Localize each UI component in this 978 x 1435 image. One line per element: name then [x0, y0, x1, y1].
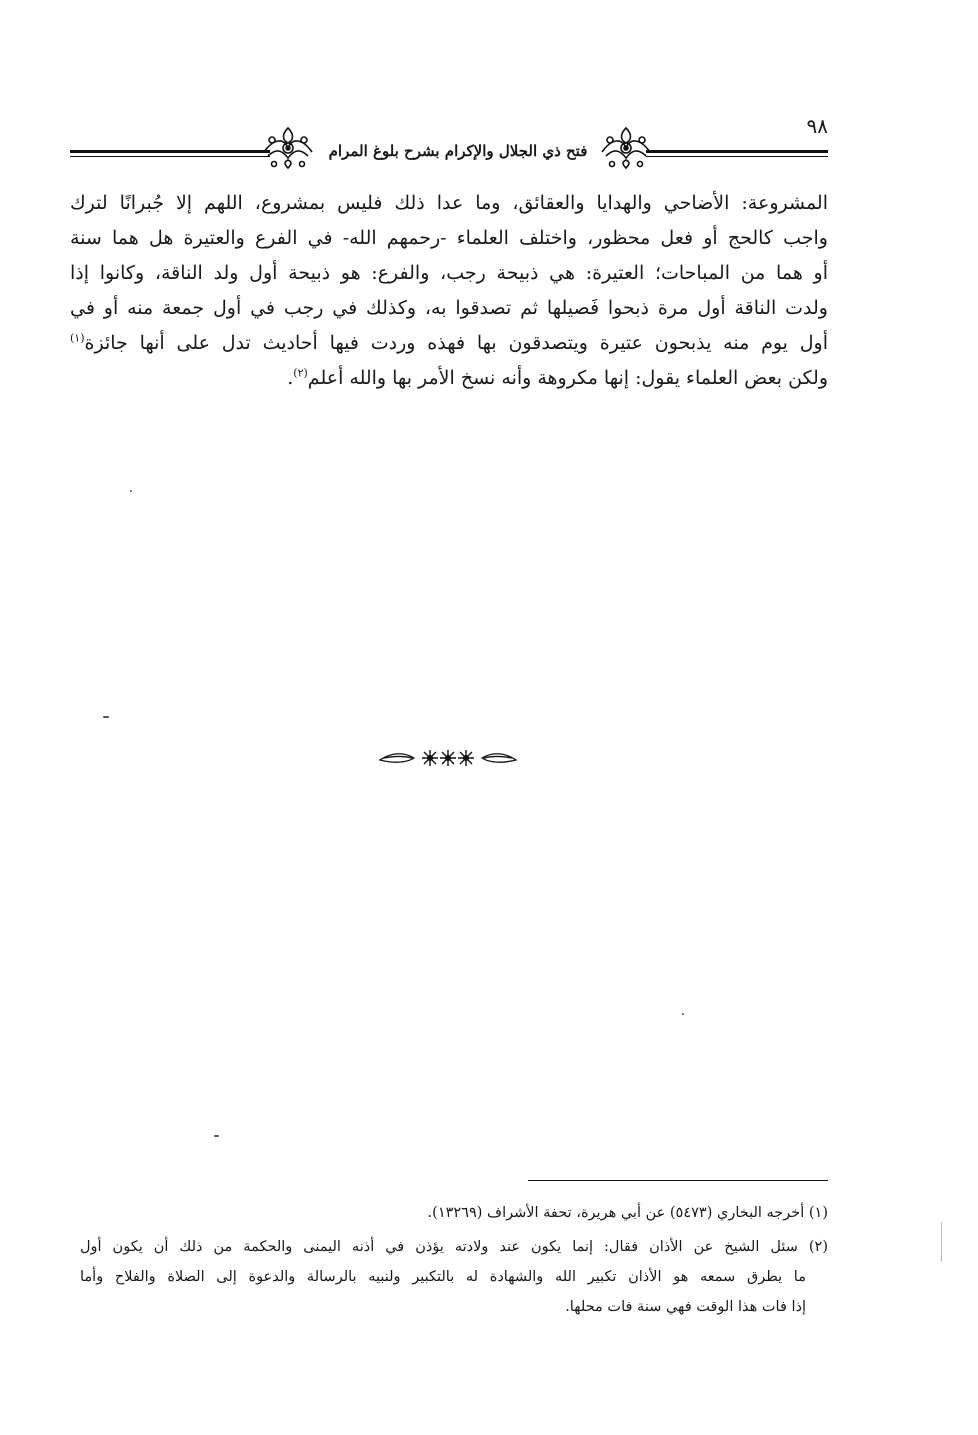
header-rule-right-thick: [646, 150, 828, 153]
text-line-3: أو هما من المباحات؛ العتيرة: هي ذبيحة رجب، والفرع: هو ذبيحة أول ولد الناقة، وكانوا إذا: [70, 262, 828, 284]
scan-speck: [103, 716, 109, 718]
footnotes: [80, 1198, 828, 1322]
scan-speck: [682, 1013, 684, 1015]
main-text: [70, 186, 828, 396]
footnote-2-line-3: إذا فات هذا الوقت فهي سنة فات محلها.: [565, 1299, 806, 1315]
line-end-period: .: [287, 367, 294, 389]
text-line-2: واجب كالحج أو فعل محظور، واختلف العلماء -رحمهم الله- في الفرع والعتيرة هل هما سنة: [70, 227, 828, 249]
footnote-2-line-1: (٢) سئل الشيخ عن الأذان فقال: إنما يكون عند ولادته يؤذن في أذنه اليمنى والحكمة من ذلك أن يكون أول: [80, 1239, 828, 1255]
scan-speck: [130, 490, 132, 492]
text-line-6: [70, 361, 828, 396]
book-title: فتح ذي الجلال والإكرام بشرح بلوغ المرام: [328, 142, 588, 160]
running-header: [70, 110, 828, 174]
footnote-separator: [528, 1180, 828, 1181]
arabesque-ornament-left-icon: [260, 118, 316, 174]
text-line-6-content: ولكن بعض العلماء يقول: إنها مكروهة وأنه نسخ الأمر بها والله أعلم: [307, 367, 828, 389]
page-number: ٩٨: [806, 114, 828, 138]
scan-speck: [941, 1222, 942, 1262]
text-line-1: المشروعة: الأضاحي والهدايا والعقائق، وما عدا ذلك فليس بمشروع، اللهم إلا جُبرانًا لترك: [70, 192, 828, 214]
footnote-1: (١) أخرجه البخاري (٥٤٧٣) عن أبي هريرة، تحفة الأشراف (١٣٢٦٩).: [427, 1205, 828, 1221]
header-rule-right-thin: [646, 156, 828, 157]
arabesque-ornament-right-icon: [598, 118, 654, 174]
floral-divider-icon: [378, 746, 518, 770]
text-line-5-content: أول يوم منه يذبحون عتيرة ويتصدقون بها فهذه وردت فيها أحاديث تدل على أنها جائزة: [84, 332, 828, 354]
footnote-marker-1: (١): [70, 331, 85, 345]
header-rule-left-thick: [70, 150, 270, 153]
footnote-2-line-2: ما يطرق سمعه هو الأذان تكبير الله والشهادة له بالتكبير ولنبيه بالرسالة والدعوة إلى الصلاة والفلاح وأما: [80, 1269, 806, 1285]
footnote-marker-2: (٢): [293, 366, 308, 380]
text-line-5: [70, 326, 828, 361]
scan-speck: [214, 1135, 219, 1137]
text-line-4: ولدت الناقة أول مرة ذبحوا فَصيلها ثم تصدقوا به، وكذلك في رجب في أول جمعة منه أو في: [70, 297, 828, 319]
header-rule-left-thin: [70, 156, 270, 157]
